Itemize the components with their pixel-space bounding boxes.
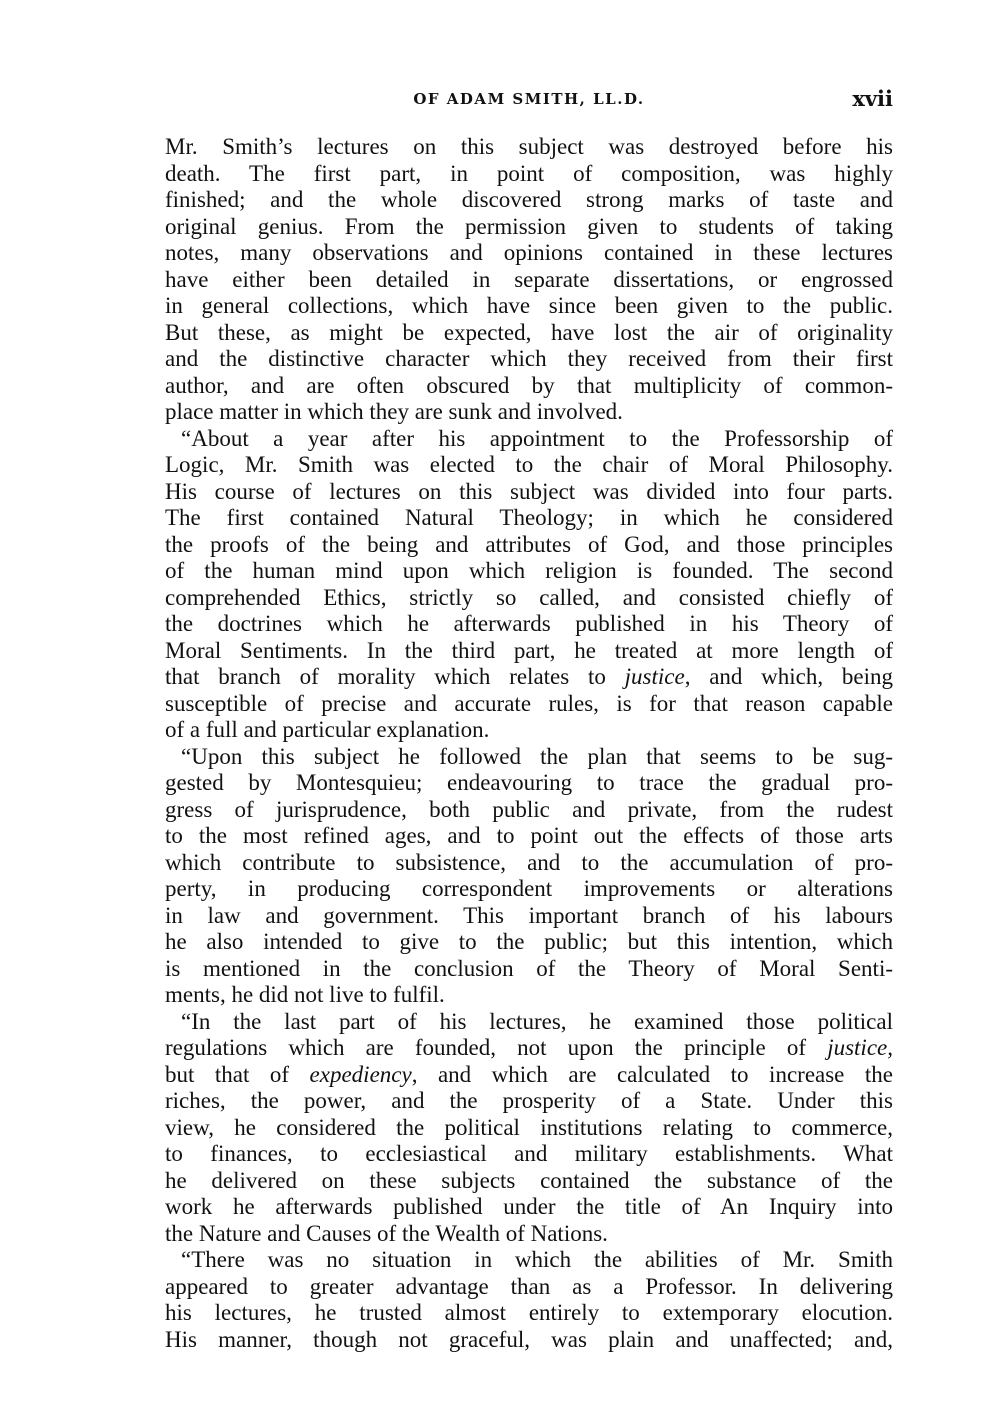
text-line: to finances, to ecclesiastical and military establishments. What <box>165 1141 893 1166</box>
text-line: “Upon this subject he followed the plan that seems to be sug- <box>181 743 893 769</box>
text-line: “There was no situation in which the abilities of Mr. Smith <box>181 1247 893 1272</box>
text-line: Moral Sentiments. In the third part, he treated at more length of <box>165 637 893 663</box>
text-line: author, and are often obscured by that multiplicity of common- <box>165 372 893 398</box>
paragraph <box>165 134 893 426</box>
text-line: notes, many observations and opinions contained in these lectures <box>165 240 893 265</box>
text-line: his lectures, he trusted almost entirely to extemporary elocution. <box>165 1300 893 1325</box>
text-line: original genius. From the permission given to students of taking <box>165 213 893 239</box>
text-line: But these, as might be expected, have lost the air of originality <box>165 319 893 345</box>
page-number: xvii <box>852 86 893 111</box>
text-line: which contribute to subsistence, and to the accumulation of pro- <box>165 849 893 875</box>
body-text <box>165 134 893 1353</box>
text-line: of the human mind upon which religion is founded. The second <box>165 558 893 583</box>
text-line: he also intended to give to the public; but this intention, which <box>165 929 893 954</box>
text-line: riches, the power, and the prosperity of a State. Under this <box>165 1088 893 1113</box>
text-line: in general collections, which have since been given to the public. <box>165 293 893 318</box>
text-line: to the most refined ages, and to point out the effects of those arts <box>165 823 893 848</box>
paragraph <box>165 744 893 1009</box>
text-line: death. The first part, in point of composition, was highly <box>165 160 893 186</box>
paragraph <box>165 426 893 744</box>
text-line: that branch of morality which relates to justice, and which, being <box>165 664 893 689</box>
text-line: of a full and particular explanation. <box>165 717 490 742</box>
page-header <box>165 86 893 114</box>
text-line: appeared to greater advantage than as a Professor. In delivering <box>165 1273 893 1299</box>
text-line: The first contained Natural Theology; in which he considered <box>165 505 893 530</box>
text-line: and the distinctive character which they received from their first <box>165 346 893 371</box>
text-line: “In the last part of his lectures, he examined those political <box>181 1008 893 1034</box>
text-line: is mentioned in the conclusion of the Theory of Moral Senti- <box>165 955 893 981</box>
text-line: the Nature and Causes of the Wealth of Nations. <box>165 1220 608 1246</box>
text-line: His course of lectures on this subject was divided into four parts. <box>165 478 893 504</box>
text-line: Mr. Smith’s lectures on this subject was destroyed before his <box>165 134 893 159</box>
text-line: His manner, though not graceful, was plain and unaffected; and, <box>165 1326 893 1352</box>
text-line: “About a year after his appointment to the Professorship of <box>181 425 893 451</box>
running-title: OF ADAM SMITH, LL.D. <box>413 90 645 108</box>
text-line: gress of jurisprudence, both public and private, from the rudest <box>165 796 893 822</box>
text-line: have either been detailed in separate dissertations, or engrossed <box>165 266 893 292</box>
text-line: in law and government. This important branch of his labours <box>165 902 893 928</box>
text-line: he delivered on these subjects contained the substance of the <box>165 1167 893 1193</box>
text-line: gested by Montesquieu; endeavouring to trace the gradual pro- <box>165 770 893 795</box>
text-line: regulations which are founded, not upon the principle of justice, <box>165 1035 893 1060</box>
text-line: comprehended Ethics, strictly so called, and consisted chiefly of <box>165 584 893 610</box>
italic-text: expediency <box>309 1061 412 1087</box>
italic-text: justice, <box>827 1035 893 1060</box>
text-line: Logic, Mr. Smith was elected to the chair of Moral Philosophy. <box>165 452 893 477</box>
paragraph <box>165 1247 893 1353</box>
paragraph <box>165 1009 893 1248</box>
text-line: place matter in which they are sunk and involved. <box>165 399 623 424</box>
text-line: finished; and the whole discovered strong marks of taste and <box>165 187 893 212</box>
text-line: susceptible of precise and accurate rules, is for that reason capable <box>165 690 893 716</box>
text-line: ments, he did not live to fulfil. <box>165 982 445 1007</box>
text-line: but that of expediency, and which are calculated to increase the <box>165 1061 893 1087</box>
text-line: perty, in producing correspondent improvements or alterations <box>165 876 893 901</box>
text-line: the doctrines which he afterwards published in his Theory of <box>165 611 893 636</box>
text-line: view, he considered the political institutions relating to commerce, <box>165 1114 893 1140</box>
text-line: the proofs of the being and attributes of God, and those principles <box>165 531 893 557</box>
text-line: work he afterwards published under the title of An Inquiry into <box>165 1194 893 1219</box>
italic-text: justice <box>624 664 685 689</box>
